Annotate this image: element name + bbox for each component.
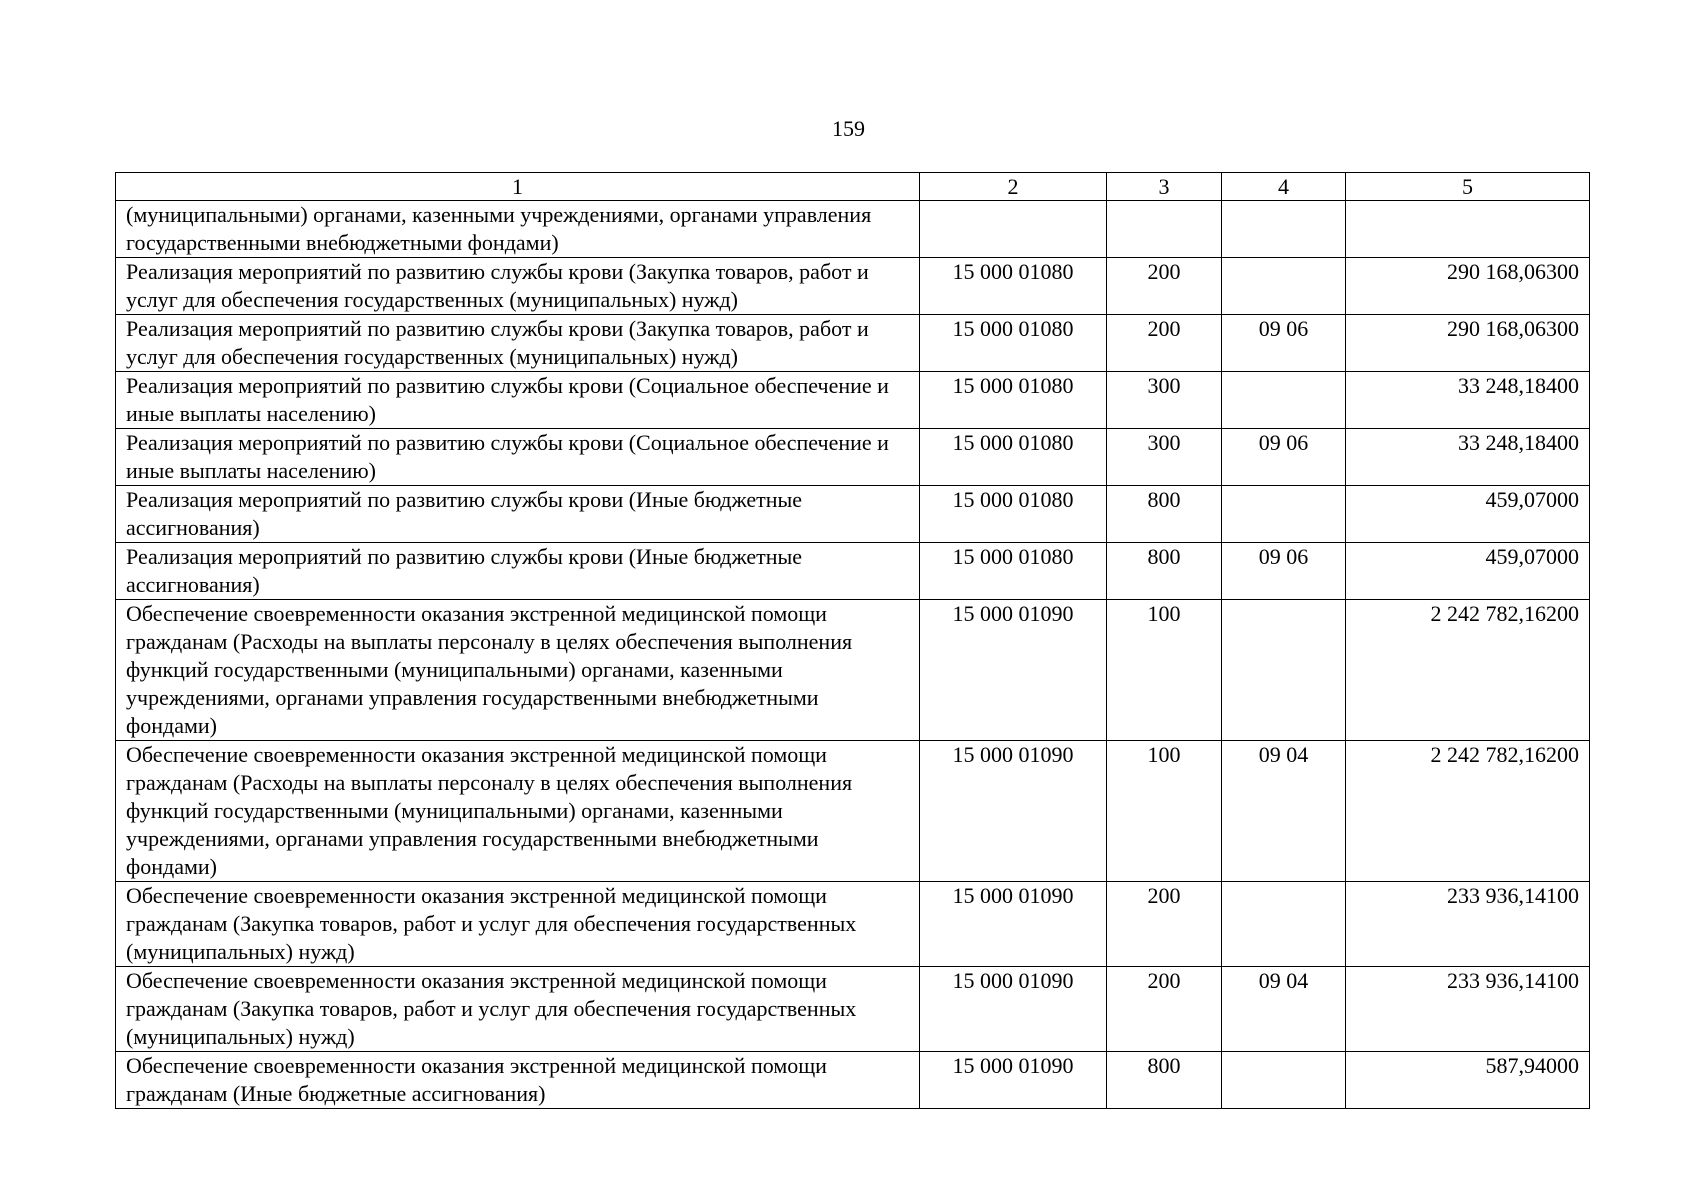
- table-row: [116, 543, 1590, 600]
- row-target-code: 15 000 01080: [920, 429, 1107, 486]
- row-section-code: 09 04: [1222, 741, 1346, 882]
- row-section-code: [1222, 372, 1346, 429]
- table-row: [116, 429, 1590, 486]
- row-amount: 233 936,14100: [1346, 967, 1590, 1052]
- row-amount: 2 242 782,16200: [1346, 600, 1590, 741]
- row-description: Реализация мероприятий по развитию службы крови (Закупка товаров, работ и услуг для обеспечения государственных (муниципальных) нужд): [116, 315, 920, 372]
- row-amount: 290 168,06300: [1346, 315, 1590, 372]
- row-expense-type: 200: [1107, 315, 1222, 372]
- row-expense-type: 300: [1107, 372, 1222, 429]
- budget-table: [115, 172, 1590, 1109]
- column-header-2: 2: [920, 173, 1107, 201]
- table-row: [116, 882, 1590, 967]
- row-section-code: [1222, 486, 1346, 543]
- row-expense-type: 200: [1107, 258, 1222, 315]
- row-target-code: 15 000 01080: [920, 315, 1107, 372]
- row-amount: 33 248,18400: [1346, 372, 1590, 429]
- row-amount: 459,07000: [1346, 486, 1590, 543]
- table-row: [116, 600, 1590, 741]
- row-description: Обеспечение своевременности оказания экстренной медицинской помощи гражданам (Закупка товаров, работ и услуг для обеспечения государственных (муниципальных) нужд): [116, 882, 920, 967]
- row-description: Реализация мероприятий по развитию службы крови (Социальное обеспечение и иные выплаты населению): [116, 372, 920, 429]
- column-header-3: 3: [1107, 173, 1222, 201]
- column-header-5: 5: [1346, 173, 1590, 201]
- column-header-4: 4: [1222, 173, 1346, 201]
- row-description: Обеспечение своевременности оказания экстренной медицинской помощи гражданам (Расходы на выплаты персоналу в целях обеспечения выполнения функций государственными (муниципальными) органами, казенными учреждениями, органами управления государственными внебюджетными фондами): [116, 741, 920, 882]
- row-expense-type: 100: [1107, 600, 1222, 741]
- row-target-code: 15 000 01090: [920, 741, 1107, 882]
- row-amount: 587,94000: [1346, 1052, 1590, 1109]
- row-target-code: 15 000 01090: [920, 1052, 1107, 1109]
- row-target-code: 15 000 01090: [920, 600, 1107, 741]
- row-target-code: 15 000 01090: [920, 882, 1107, 967]
- row-section-code: [1222, 1052, 1346, 1109]
- table-row: [116, 967, 1590, 1052]
- row-section-code: [1222, 600, 1346, 741]
- row-section-code: 09 06: [1222, 429, 1346, 486]
- table-row: [116, 315, 1590, 372]
- row-target-code: 15 000 01080: [920, 258, 1107, 315]
- column-header-1: 1: [116, 173, 920, 201]
- table-header: [116, 173, 1590, 201]
- row-expense-type: 300: [1107, 429, 1222, 486]
- row-section-code: 09 04: [1222, 967, 1346, 1052]
- row-expense-type: 200: [1107, 882, 1222, 967]
- table-body: [116, 201, 1590, 1109]
- row-amount: [1346, 201, 1590, 258]
- row-description: Реализация мероприятий по развитию службы крови (Иные бюджетные ассигнования): [116, 543, 920, 600]
- row-expense-type: 100: [1107, 741, 1222, 882]
- row-target-code: 15 000 01080: [920, 543, 1107, 600]
- table-row: [116, 372, 1590, 429]
- row-description: Реализация мероприятий по развитию службы крови (Иные бюджетные ассигнования): [116, 486, 920, 543]
- row-section-code: [1222, 882, 1346, 967]
- row-section-code: [1222, 258, 1346, 315]
- row-expense-type: 800: [1107, 543, 1222, 600]
- table-row: [116, 201, 1590, 258]
- row-expense-type: 800: [1107, 486, 1222, 543]
- row-amount: 33 248,18400: [1346, 429, 1590, 486]
- row-description: Обеспечение своевременности оказания экстренной медицинской помощи гражданам (Закупка товаров, работ и услуг для обеспечения государственных (муниципальных) нужд): [116, 967, 920, 1052]
- row-amount: 290 168,06300: [1346, 258, 1590, 315]
- table-row: [116, 741, 1590, 882]
- row-description: (муниципальными) органами, казенными учреждениями, органами управления государственными внебюджетными фондами): [116, 201, 920, 258]
- row-expense-type: [1107, 201, 1222, 258]
- table-row: [116, 258, 1590, 315]
- row-section-code: 09 06: [1222, 315, 1346, 372]
- header-row: [116, 173, 1590, 201]
- table-row: [116, 1052, 1590, 1109]
- row-target-code: 15 000 01080: [920, 486, 1107, 543]
- row-expense-type: 800: [1107, 1052, 1222, 1109]
- row-description: Обеспечение своевременности оказания экстренной медицинской помощи гражданам (Иные бюджетные ассигнования): [116, 1052, 920, 1109]
- row-target-code: [920, 201, 1107, 258]
- row-amount: 233 936,14100: [1346, 882, 1590, 967]
- row-amount: 459,07000: [1346, 543, 1590, 600]
- row-section-code: 09 06: [1222, 543, 1346, 600]
- row-description: Реализация мероприятий по развитию службы крови (Закупка товаров, работ и услуг для обеспечения государственных (муниципальных) нужд): [116, 258, 920, 315]
- page-number: 159: [832, 116, 865, 141]
- row-amount: 2 242 782,16200: [1346, 741, 1590, 882]
- row-target-code: 15 000 01080: [920, 372, 1107, 429]
- row-description: Обеспечение своевременности оказания экстренной медицинской помощи гражданам (Расходы на выплаты персоналу в целях обеспечения выполнения функций государственными (муниципальными) органами, казенными учреждениями, органами управления государственными внебюджетными фондами): [116, 600, 920, 741]
- row-description: Реализация мероприятий по развитию службы крови (Социальное обеспечение и иные выплаты населению): [116, 429, 920, 486]
- row-section-code: [1222, 201, 1346, 258]
- table-row: [116, 486, 1590, 543]
- row-expense-type: 200: [1107, 967, 1222, 1052]
- row-target-code: 15 000 01090: [920, 967, 1107, 1052]
